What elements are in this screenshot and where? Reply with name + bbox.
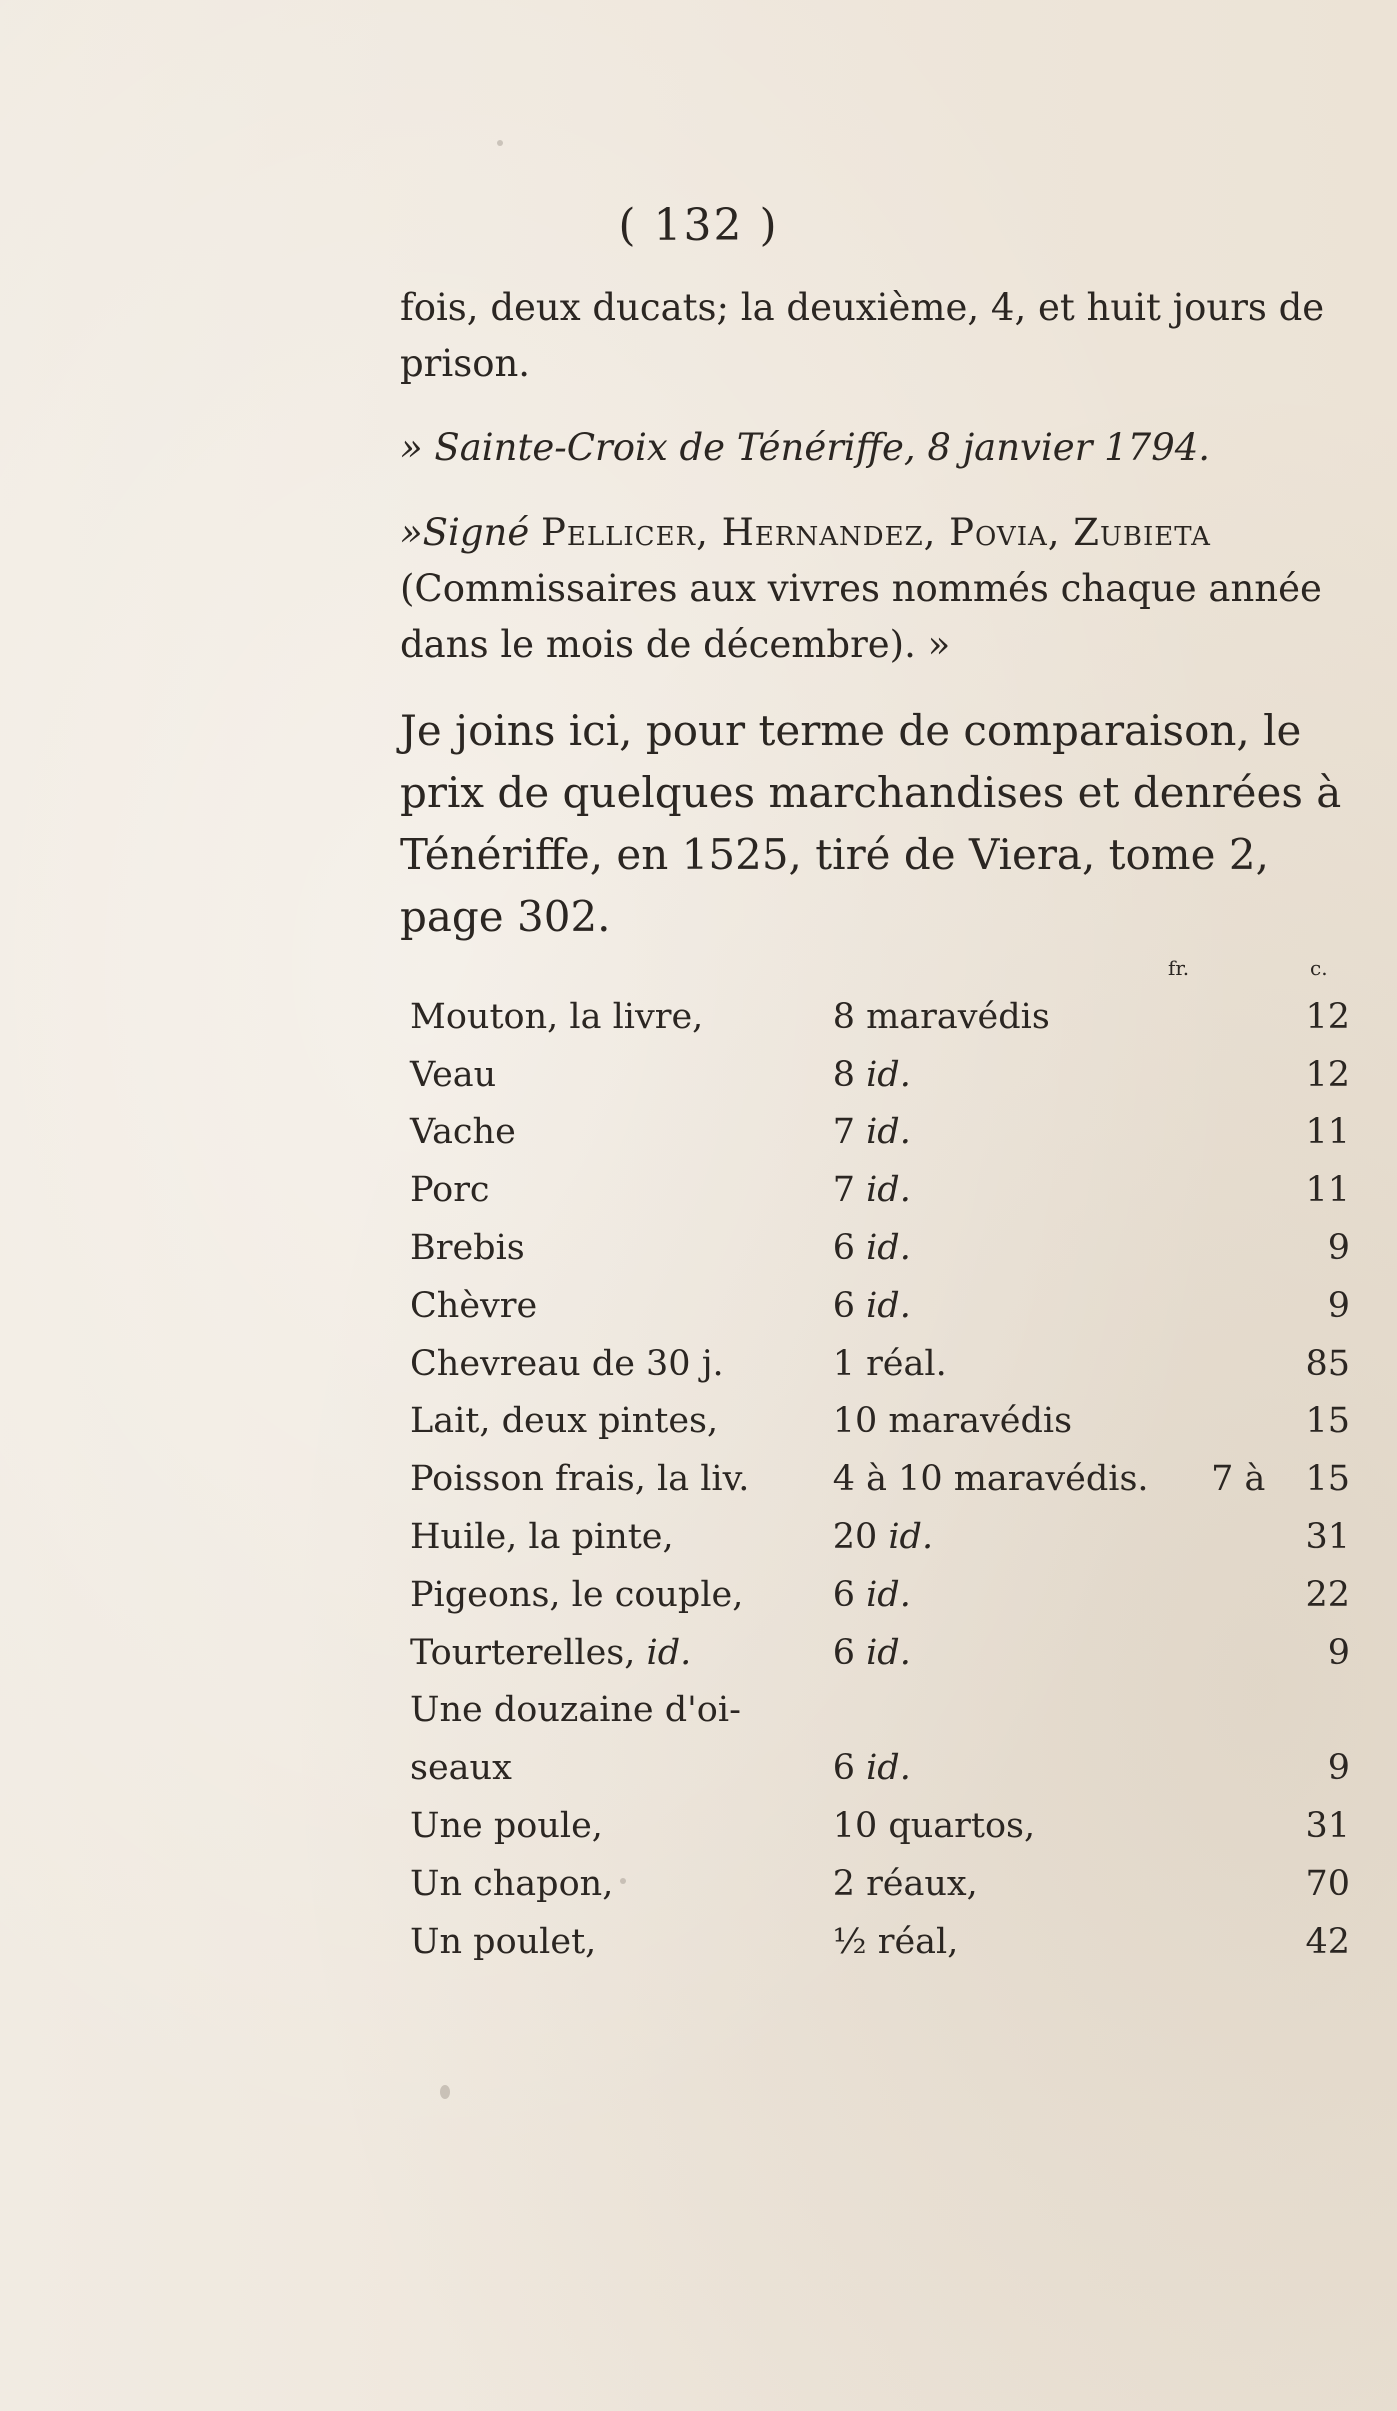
cell-fr — [1185, 1161, 1266, 1219]
table-row — [410, 1566, 1350, 1624]
table-row — [410, 1739, 1350, 1797]
cell-fr — [1185, 1855, 1266, 1913]
cell-fr — [1185, 1393, 1266, 1451]
cell-c: 9 — [1327, 1748, 1350, 1789]
cell-fr — [1185, 1508, 1266, 1566]
cell-item: seaux — [410, 1748, 512, 1789]
cell-item: Un poulet, — [410, 1921, 597, 1962]
cell-price: 10 maravédis — [832, 1401, 1073, 1442]
cell-c: 9 — [1327, 1228, 1350, 1269]
table-row — [410, 1393, 1350, 1451]
cell-item: Un chapon, — [410, 1863, 614, 1904]
cell-price: 2 réaux, — [832, 1863, 978, 1904]
cell-c: 15 — [1305, 1459, 1350, 1500]
cell-item: Poisson frais, la liv. — [410, 1459, 750, 1500]
cell-price: 1 réal. — [832, 1343, 947, 1384]
cell-item: Une poule, — [410, 1806, 603, 1847]
cell-price: 8 id. — [832, 1054, 911, 1095]
cell-fr — [1185, 1682, 1266, 1740]
cell-price: 6 id. — [832, 1228, 911, 1269]
cell-fr — [1185, 1104, 1266, 1162]
idem-abbrev: id. — [646, 1632, 692, 1673]
cell-c — [1265, 1682, 1350, 1740]
cell-item: Vache — [410, 1112, 516, 1153]
comparison-paragraph: Je joins ici, pour terme de comparaison, le prix de quelques marchandises et denrées à Ténériffe, en 1525, tiré de Viera, tome 2, page 302. — [400, 706, 1342, 941]
idem-abbrev: id. — [866, 1632, 911, 1673]
idem-abbrev: id. — [866, 1054, 911, 1095]
cell-c: 11 — [1305, 1170, 1350, 1211]
signature-prefix: »Signé — [400, 511, 541, 554]
cell-price: 6 id. — [832, 1574, 911, 1615]
table-row — [410, 1797, 1350, 1855]
signatory-names: Pellicer, Hernandez, Povia, Zubieta — [541, 511, 1211, 554]
cell-item: Lait, deux pintes, — [410, 1401, 719, 1442]
table-row — [410, 988, 1350, 1046]
cell-price: 20 id. — [832, 1517, 934, 1558]
cell-c: 42 — [1305, 1921, 1350, 1962]
cell-price: ½ réal, — [832, 1921, 959, 1962]
cell-fr — [1185, 1797, 1266, 1855]
cell-fr — [1185, 1219, 1266, 1277]
cell-price — [833, 1682, 1185, 1740]
idem-abbrev: id. — [866, 1574, 911, 1615]
cell-fr: 7 à — [1211, 1459, 1266, 1500]
cell-c: 9 — [1327, 1632, 1350, 1673]
paper-speck — [497, 140, 503, 146]
cell-fr — [1185, 1335, 1266, 1393]
idem-abbrev: id. — [866, 1170, 911, 1211]
table-row — [410, 1219, 1350, 1277]
table-row — [410, 1682, 1350, 1740]
price-table-body — [410, 988, 1350, 1971]
table-row — [410, 1855, 1350, 1913]
cell-item: Chevreau de 30 j. — [410, 1343, 724, 1384]
column-header-centimes: c. — [1310, 956, 1328, 980]
cell-item: Huile, la pinte, — [410, 1517, 674, 1558]
place-date-line: » Sainte-Croix de Ténériffe, 8 janvier 1794. — [400, 426, 1211, 469]
cell-fr — [1185, 1046, 1266, 1104]
cell-price: 6 id. — [832, 1285, 911, 1326]
cell-item: Chèvre — [410, 1285, 538, 1326]
cell-item: Brebis — [410, 1228, 525, 1269]
cell-c: 85 — [1305, 1343, 1350, 1384]
table-row — [410, 1508, 1350, 1566]
signature-paragraph — [400, 505, 1350, 673]
cell-fr — [1185, 1739, 1266, 1797]
cell-item: Porc — [410, 1170, 490, 1211]
table-row — [410, 1046, 1350, 1104]
paper-speck — [440, 2085, 450, 2099]
idem-abbrev: id. — [866, 1112, 911, 1153]
paragraph-continuation: fois, deux ducats; la deuxième, 4, et huit jours de prison. — [400, 286, 1325, 385]
table-row — [410, 1161, 1350, 1219]
table-row — [410, 1913, 1350, 1971]
cell-c: 11 — [1305, 1112, 1350, 1153]
table-row — [410, 1450, 1350, 1508]
cell-c: 22 — [1305, 1574, 1350, 1615]
cell-fr — [1185, 1277, 1266, 1335]
cell-c: 31 — [1305, 1517, 1350, 1558]
cell-price: 4 à 10 maravédis. — [832, 1459, 1149, 1500]
cell-price: 7 id. — [832, 1170, 911, 1211]
table-row — [410, 1624, 1350, 1682]
idem-abbrev: id. — [866, 1228, 911, 1269]
column-header-francs: fr. — [1168, 956, 1190, 980]
cell-c: 31 — [1305, 1806, 1350, 1847]
table-row — [410, 1277, 1350, 1335]
page-number: ( 132 ) — [618, 200, 779, 251]
cell-price: 10 quartos, — [832, 1806, 1036, 1847]
cell-c: 15 — [1305, 1401, 1350, 1442]
table-row — [410, 1104, 1350, 1162]
cell-c: 9 — [1327, 1285, 1350, 1326]
signature-note: (Commissaires aux vivres nommés chaque année dans le mois de décembre). » — [400, 567, 1322, 666]
cell-fr — [1185, 1566, 1266, 1624]
cell-fr — [1185, 988, 1266, 1046]
idem-abbrev: id. — [888, 1517, 934, 1558]
table-row — [410, 1335, 1350, 1393]
cell-item: Mouton, la livre, — [410, 996, 704, 1037]
cell-price: 8 maravédis — [832, 996, 1050, 1037]
idem-abbrev: id. — [866, 1748, 911, 1789]
cell-price: 6 id. — [832, 1632, 911, 1673]
cell-item: Veau — [410, 1054, 497, 1095]
cell-item: Une douzaine d'oi- — [410, 1690, 741, 1731]
cell-item: Tourterelles, id. — [410, 1632, 692, 1673]
price-table — [410, 988, 1350, 1971]
cell-price: 7 id. — [832, 1112, 911, 1153]
cell-c: 12 — [1305, 996, 1350, 1037]
cell-c: 12 — [1305, 1054, 1350, 1095]
cell-fr — [1185, 1624, 1266, 1682]
cell-price: 6 id. — [832, 1748, 911, 1789]
cell-fr — [1185, 1913, 1266, 1971]
idem-abbrev: id. — [866, 1285, 911, 1326]
paper-speck — [620, 1878, 626, 1884]
cell-c: 70 — [1305, 1863, 1350, 1904]
cell-item: Pigeons, le couple, — [410, 1574, 744, 1615]
